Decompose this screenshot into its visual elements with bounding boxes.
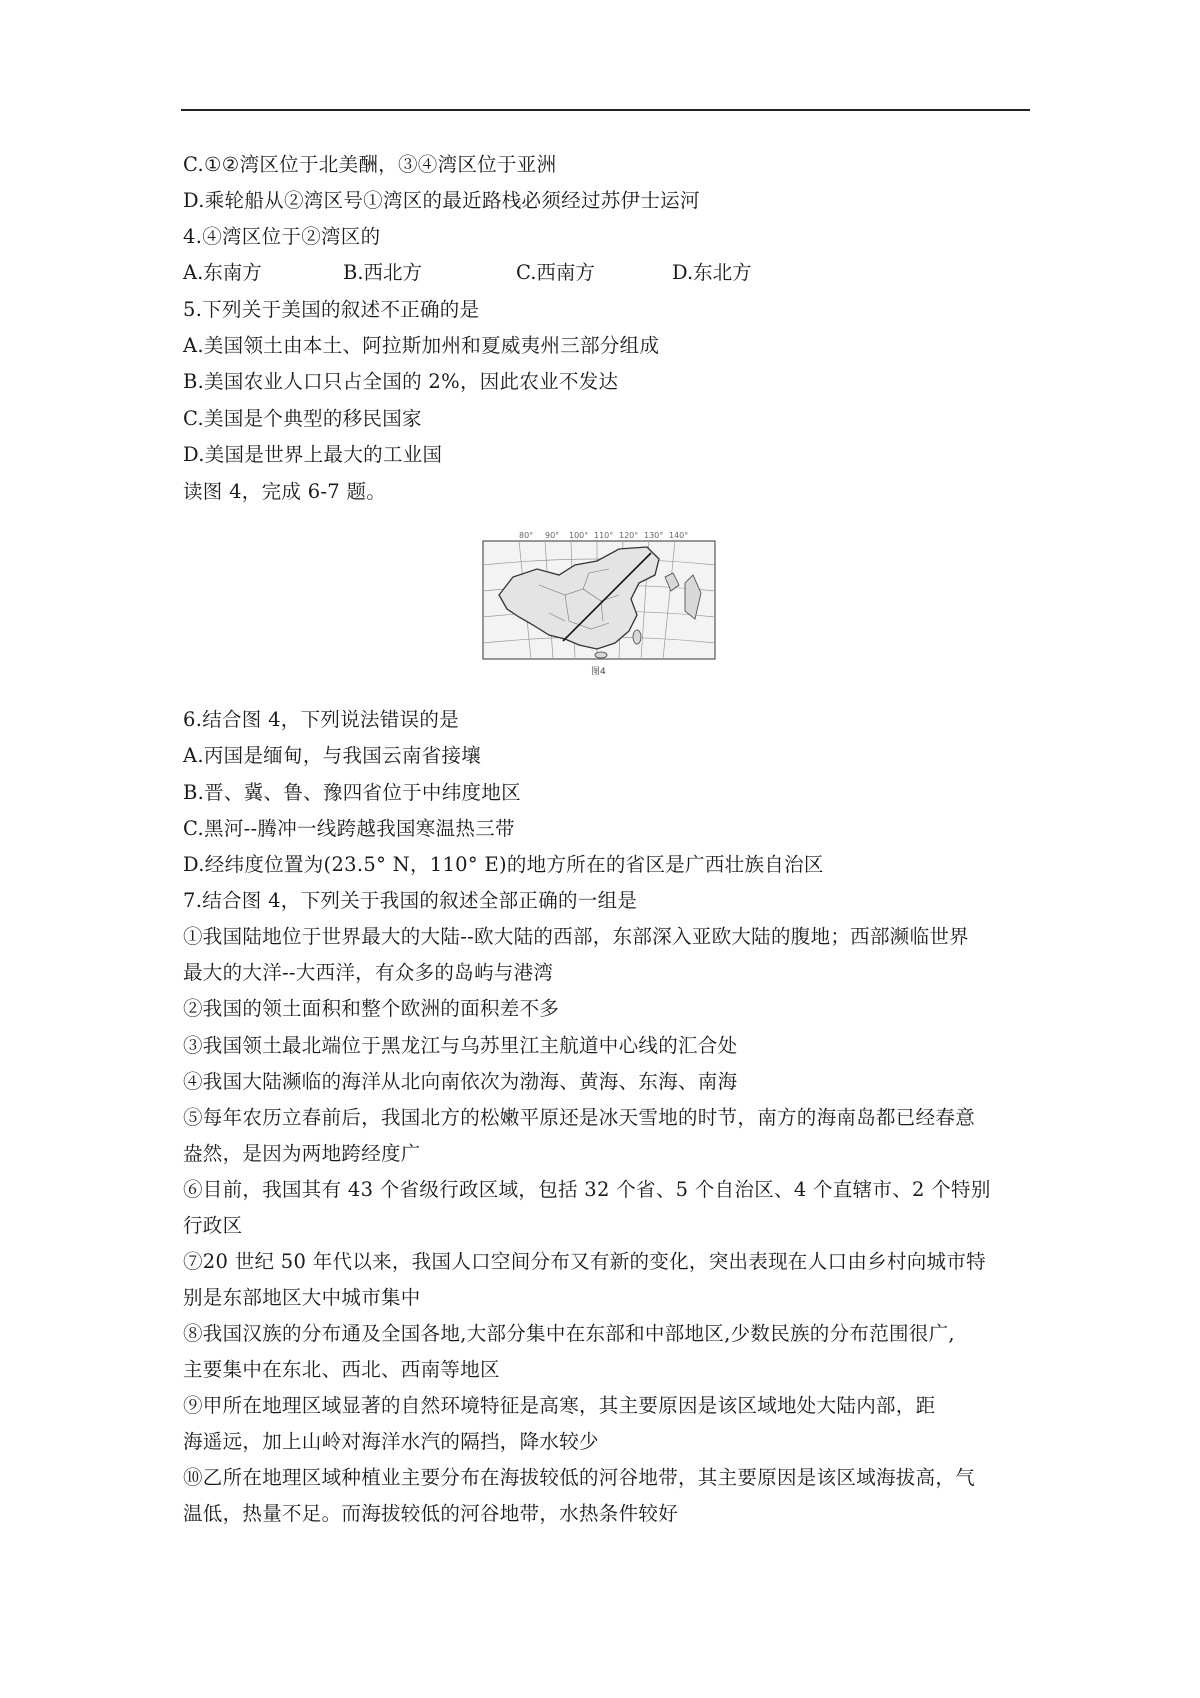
taiwan-island — [633, 630, 641, 644]
q6-option-b: B.晋、冀、鲁、豫四省位于中纬度地区 — [183, 781, 521, 804]
lon-label-100: 100° — [569, 531, 589, 540]
question-7: 7.结合图 4，下列关于我国的叙述全部正确的一组是 — [183, 889, 638, 912]
option-d-q3: D.乘轮船从②湾区号①湾区的最近路栈必须经过苏伊士运河 — [183, 189, 700, 212]
reading-instruction: 读图 4，完成 6-7 题。 — [183, 480, 387, 503]
statement-8-line2: 主要集中在东北、西北、西南等地区 — [183, 1358, 500, 1381]
option-c-q3: C.①②湾区位于北美酬，③④湾区位于亚洲 — [183, 153, 557, 176]
statement-5-line2: 盎然，是因为两地跨经度广 — [183, 1142, 421, 1165]
q5-option-a: A.美国领土由本土、阿拉斯加州和夏威夷州三部分组成 — [183, 334, 660, 357]
q6-option-a: A.丙国是缅甸，与我国云南省接壤 — [183, 744, 482, 767]
q4-option-c: C.西南方 — [516, 261, 595, 284]
statement-7-line1: ⑦20 世纪 50 年代以来，我国人口空间分布又有新的变化，突出表现在人口由乡村向城市特 — [183, 1250, 986, 1273]
figure-caption: 图4 — [591, 667, 606, 677]
statement-9-line2: 海遥远，加上山岭对海洋水汽的隔挡，降水较少 — [183, 1430, 599, 1453]
q5-option-b: B.美国农业人口只占全国的 2%，因此农业不发达 — [183, 370, 619, 393]
statement-8-line1: ⑧我国汉族的分布通及全国各地,大部分集中在东部和中部地区,少数民族的分布范围很广, — [183, 1322, 955, 1345]
statement-7-line2: 别是东部地区大中城市集中 — [183, 1286, 421, 1309]
lon-label-110: 110° — [594, 531, 614, 540]
statement-9-line1: ⑨甲所在地理区域显著的自然环境特征是高寒，其主要原因是该区域地处大陆内部，距 — [183, 1394, 936, 1417]
statement-2: ②我国的领土面积和整个欧洲的面积差不多 — [183, 997, 560, 1020]
lon-label-130: 130° — [644, 531, 664, 540]
question-5: 5.下列关于美国的叙述不正确的是 — [183, 298, 480, 321]
statement-4: ④我国大陆濒临的海洋从北向南依次为渤海、黄海、东海、南海 — [183, 1070, 738, 1093]
statement-5-line1: ⑤每年农历立春前后，我国北方的松嫩平原还是冰天雪地的时节，南方的海南岛都已经春意 — [183, 1106, 976, 1129]
q4-option-d: D.东北方 — [672, 261, 752, 284]
statement-1-line2: 最大的大洋--大西洋，有众多的岛屿与港湾 — [183, 961, 554, 984]
lon-label-120: 120° — [619, 531, 639, 540]
lon-label-80: 80° — [519, 531, 534, 540]
figure-4-map — [479, 525, 719, 678]
q6-option-c: C.黑河--腾冲一线跨越我国寒温热三带 — [183, 817, 515, 840]
question-6: 6.结合图 4，下列说法错误的是 — [183, 708, 460, 731]
q5-option-d: D.美国是世界上最大的工业国 — [183, 443, 443, 466]
lon-label-90: 90° — [545, 531, 560, 540]
q4-option-a: A.东南方 — [183, 261, 262, 284]
header-rule — [181, 109, 1030, 111]
china-map-image — [479, 525, 719, 678]
lon-label-140: 140° — [669, 531, 689, 540]
q4-option-b: B.西北方 — [343, 261, 423, 284]
statement-10-line2: 温低，热量不足。而海拔较低的河谷地带，水热条件较好 — [183, 1502, 679, 1525]
statement-6-line2: 行政区 — [183, 1214, 243, 1237]
statement-6-line1: ⑥目前，我国其有 43 个省级行政区域，包括 32 个省、5 个自治区、4 个直辖市、2 个特别 — [183, 1178, 991, 1201]
hainan-island — [595, 652, 607, 658]
statement-1-line1: ①我国陆地位于世界最大的大陆--欧大陆的西部，东部深入亚欧大陆的腹地；西部濒临世界 — [183, 925, 969, 948]
q5-option-c: C.美国是个典型的移民国家 — [183, 407, 422, 430]
statement-10-line1: ⑩乙所在地理区域种植业主要分布在海拔较低的河谷地带，其主要原因是该区域海拔高，气 — [183, 1466, 976, 1489]
q6-option-d: D.经纬度位置为(23.5° N，110° E)的地方所在的省区是广西壮族自治区 — [183, 853, 824, 876]
question-4: 4.④湾区位于②湾区的 — [183, 225, 381, 248]
statement-3: ③我国领土最北端位于黑龙江与乌苏里江主航道中心线的汇合处 — [183, 1034, 738, 1057]
